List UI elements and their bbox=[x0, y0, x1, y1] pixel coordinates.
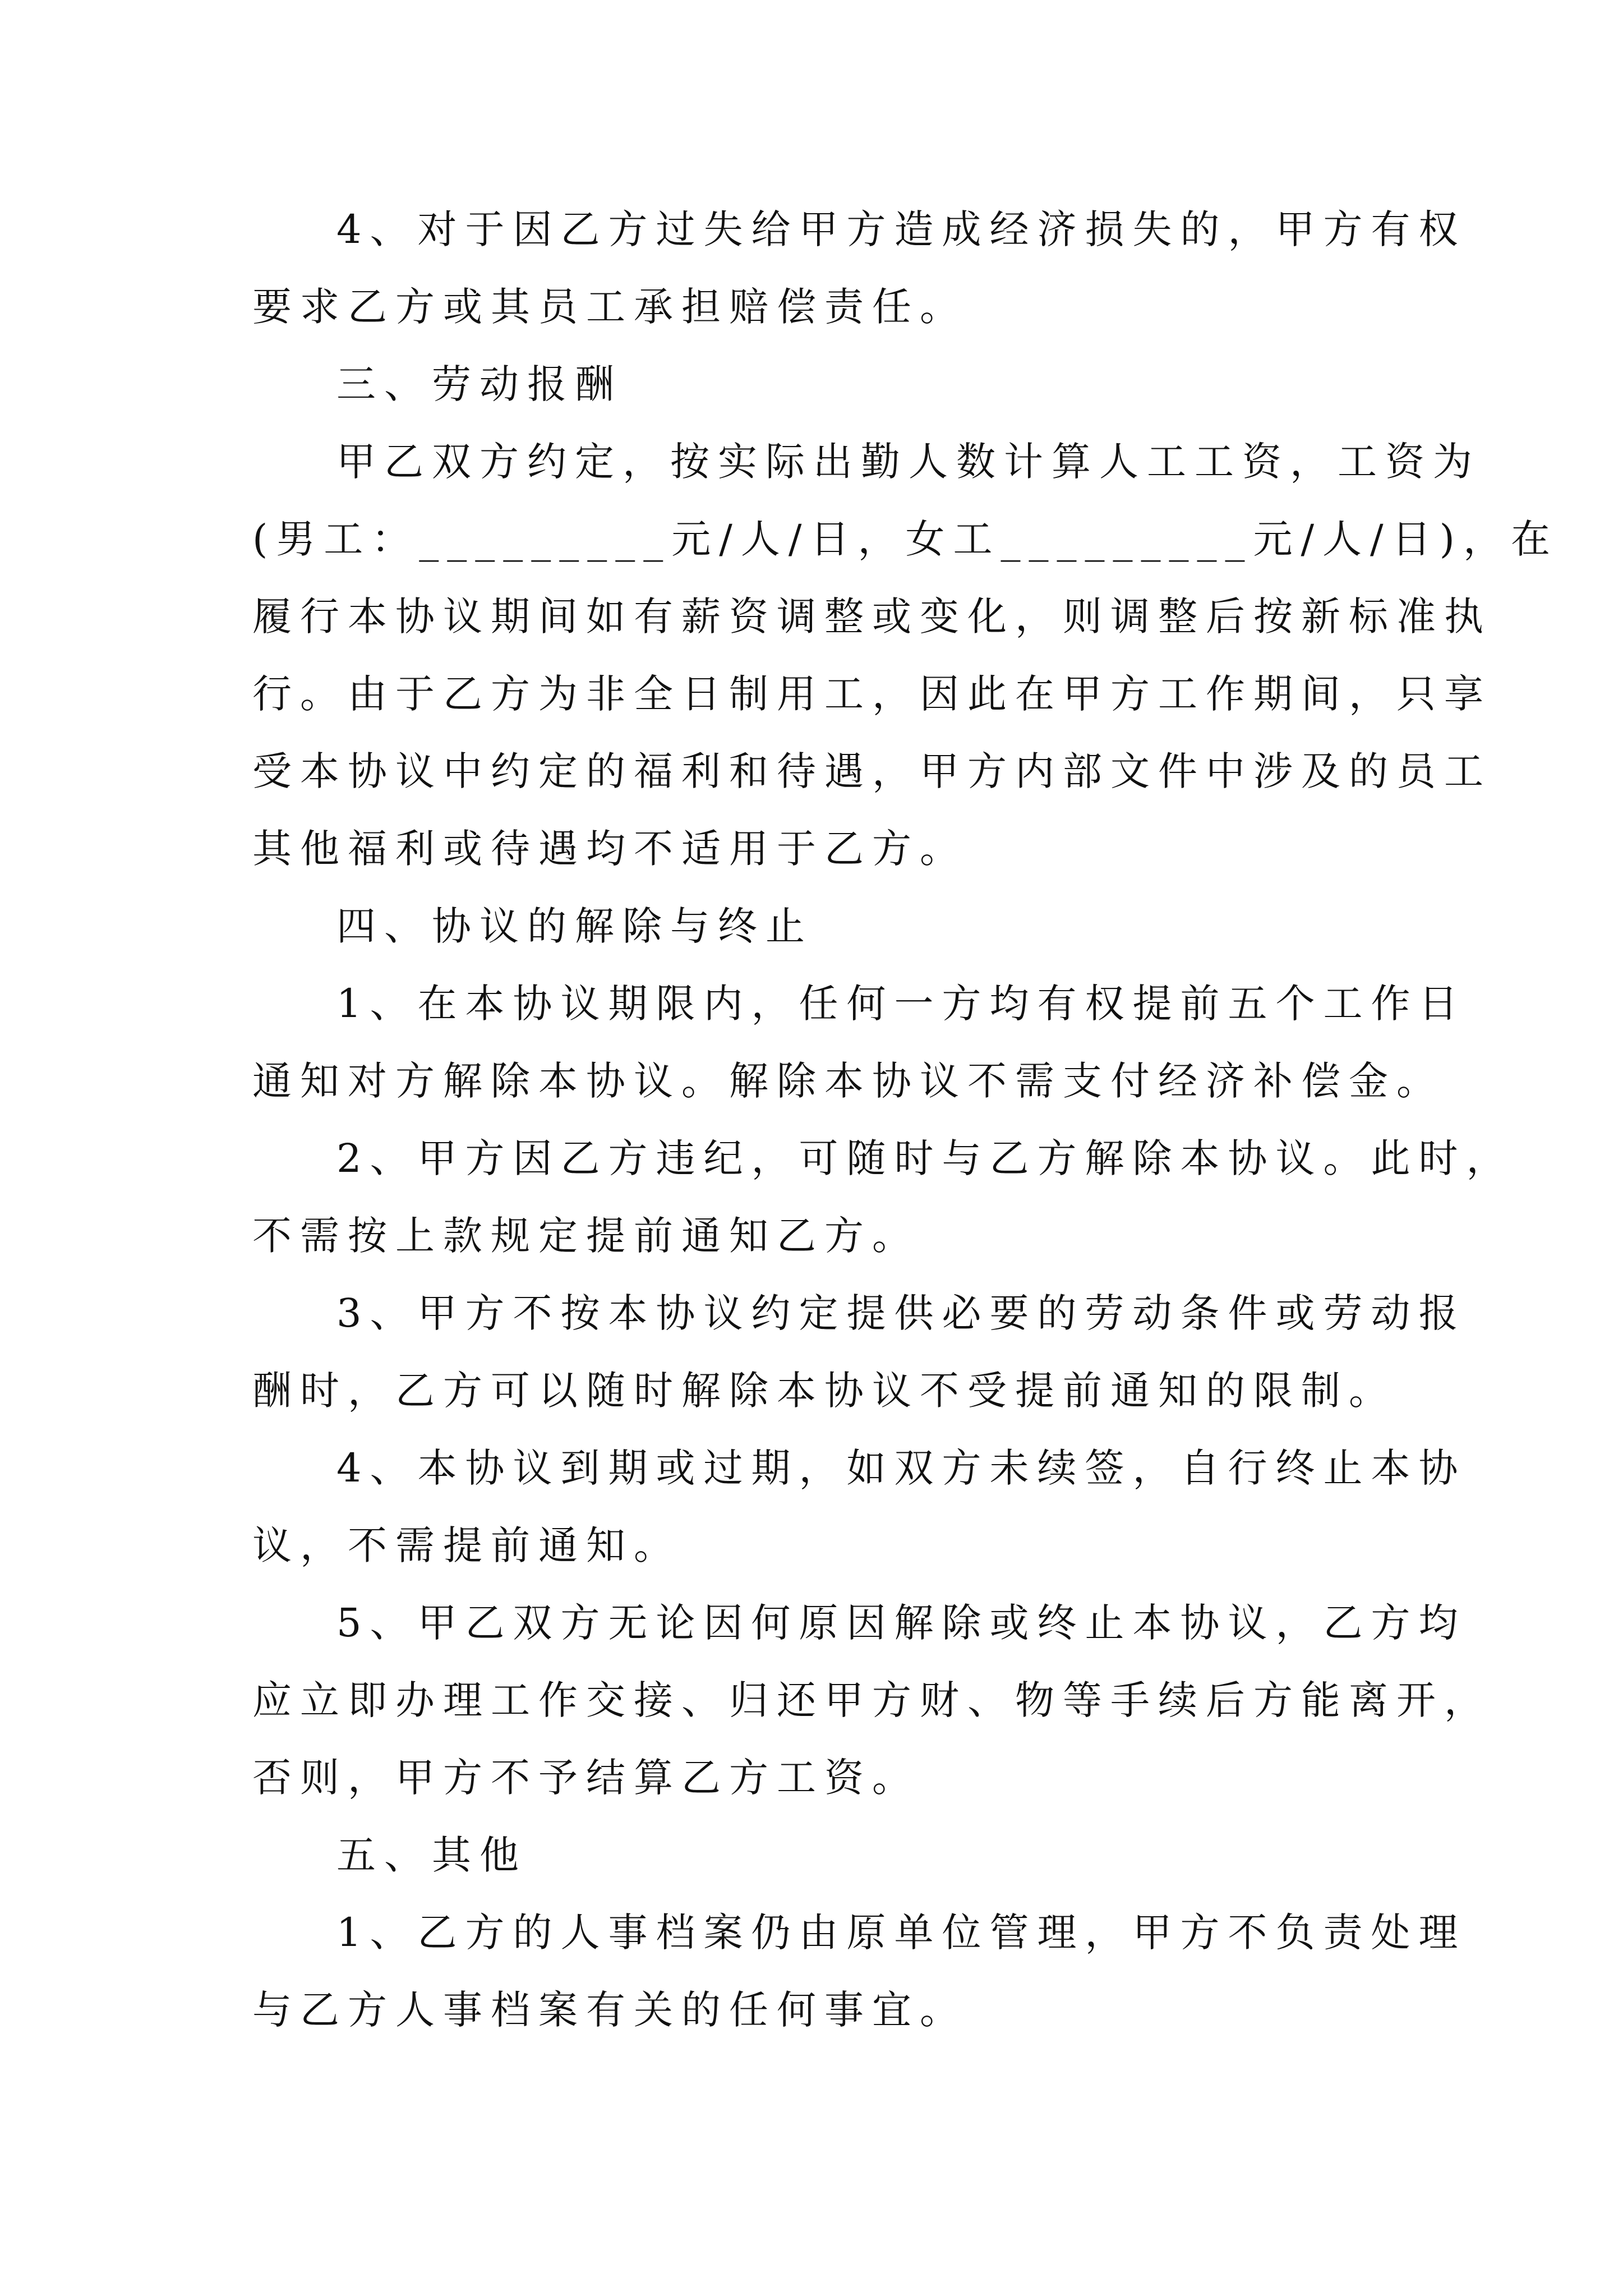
text-line: 议，不需提前通知。 bbox=[252, 1522, 681, 1568]
text-line: 否则，甲方不予结算乙方工资。 bbox=[252, 1755, 920, 1801]
text-line: 甲乙双方约定，按实际出勤人数计算人工工资，工资为 bbox=[336, 439, 1481, 485]
section-heading: 三、劳动报酬 bbox=[336, 361, 623, 407]
text-line: 其他福利或待遇均不适用于乙方。 bbox=[252, 826, 967, 872]
section-heading: 四、协议的解除与终止 bbox=[336, 903, 813, 949]
text-line: 3、甲方不按本协议约定提供必要的劳动条件或劳动报 bbox=[336, 1290, 1467, 1336]
text-line: 4、对于因乙方过失给甲方造成经济损失的，甲方有权 bbox=[336, 206, 1467, 252]
text-line: 履行本协议期间如有薪资调整或变化，则调整后按新标准执 bbox=[252, 593, 1492, 639]
text-line: 受本协议中约定的福利和待遇，甲方内部文件中涉及的员工 bbox=[252, 748, 1492, 794]
text-line: 2、甲方因乙方违纪，可随时与乙方解除本协议。此时， bbox=[336, 1135, 1514, 1181]
document-page bbox=[252, 191, 1559, 2049]
text-line: (男工：_________元/人/日，女工_________元/人/日)，在 bbox=[252, 516, 1559, 562]
text-line: 4、本协议到期或过期，如双方未续签，自行终止本协 bbox=[336, 1445, 1467, 1491]
text-line: 1、在本协议期限内，任何一方均有权提前五个工作日 bbox=[336, 981, 1467, 1027]
text-line: 行。由于乙方为非全日制用工，因此在甲方工作期间，只享 bbox=[252, 671, 1492, 717]
text-line: 5、甲乙双方无论因何原因解除或终止本协议，乙方均 bbox=[336, 1600, 1467, 1646]
text-line: 与乙方人事档案有关的任何事宜。 bbox=[252, 1987, 967, 2033]
section-heading: 五、其他 bbox=[336, 1832, 527, 1878]
text-line: 不需按上款规定提前通知乙方。 bbox=[252, 1213, 920, 1259]
text-line: 应立即办理工作交接、归还甲方财、物等手续后方能离开， bbox=[252, 1677, 1492, 1723]
text-line: 酬时，乙方可以随时解除本协议不受提前通知的限制。 bbox=[252, 1368, 1396, 1414]
text-line: 要求乙方或其员工承担赔偿责任。 bbox=[252, 284, 967, 330]
text-line: 通知对方解除本协议。解除本协议不需支付经济补偿金。 bbox=[252, 1058, 1444, 1104]
text-line: 1、乙方的人事档案仍由原单位管理，甲方不负责处理 bbox=[336, 1910, 1467, 1955]
